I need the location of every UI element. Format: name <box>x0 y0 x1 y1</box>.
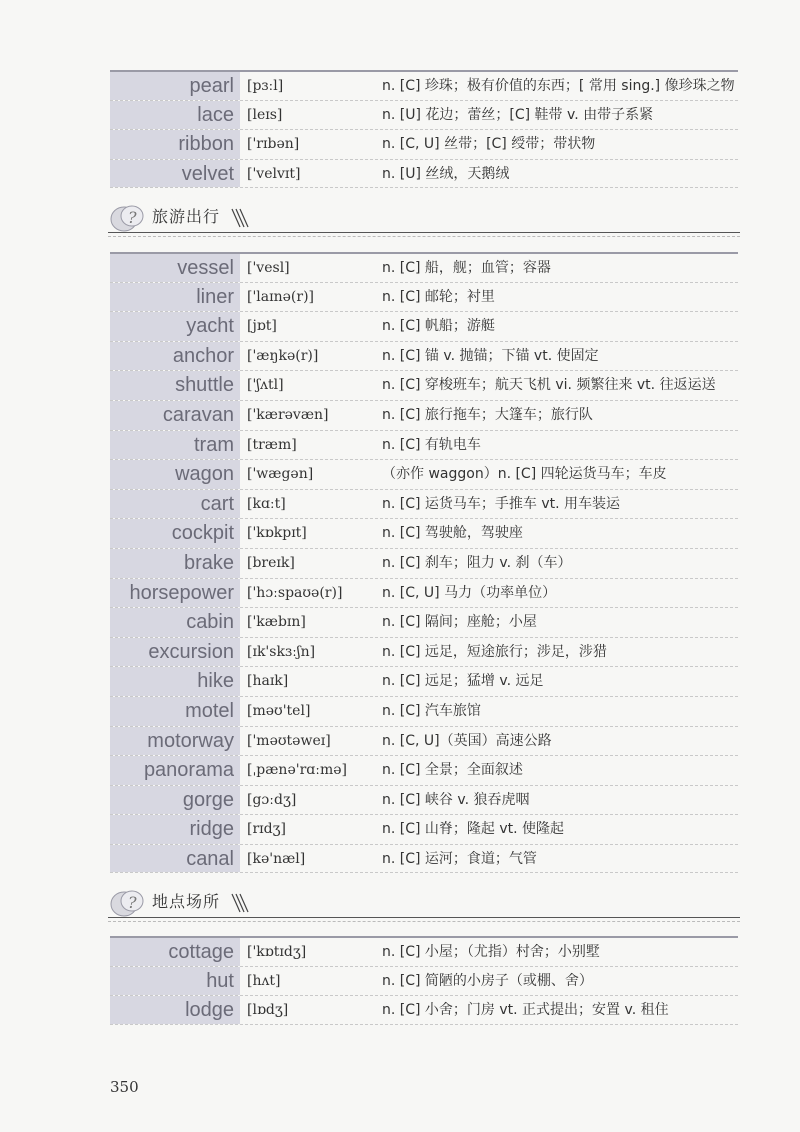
definition: （亦作 waggon）n. [C] 四轮运货马车；车皮 <box>382 466 667 483</box>
vocab-entry-row <box>110 489 738 519</box>
vocab-table-clothing <box>110 70 738 188</box>
definition: n. [C] 简陋的小房子（或棚、舍） <box>382 972 593 989</box>
phonetic: [məʊ'tel] <box>247 702 311 719</box>
section-rule-dashed <box>108 236 740 237</box>
vocab-entry-row <box>110 129 738 159</box>
phonetic: [leɪs] <box>247 106 283 123</box>
vocab-entry-row <box>110 607 738 637</box>
stripes-decoration <box>230 207 250 229</box>
phonetic: [rɪdʒ] <box>247 821 286 838</box>
phonetic: [træm] <box>247 436 297 453</box>
headword: cockpit <box>110 519 240 548</box>
vocab-entry-row <box>110 518 738 548</box>
vocab-entry-row <box>110 785 738 815</box>
definition: n. [U] 丝绒，天鹅绒 <box>382 165 510 182</box>
phonetic: ['wægən] <box>247 466 314 483</box>
vocab-entry-row <box>110 341 738 371</box>
headword: cart <box>110 490 240 519</box>
vocab-entry-row <box>110 100 738 130</box>
definition: n. [C] 汽车旅馆 <box>382 702 481 719</box>
vocab-entry-row <box>110 370 738 400</box>
vocab-entry-row <box>110 936 738 966</box>
vocab-entry-row <box>110 459 738 489</box>
stripes-decoration <box>230 892 250 914</box>
headword: tram <box>110 431 240 460</box>
svg-text:?: ? <box>128 893 137 912</box>
definition: n. [C] 小屋；（尤指）村舍；小别墅 <box>382 944 600 960</box>
headword: lace <box>110 101 240 130</box>
headword: shuttle <box>110 371 240 400</box>
phonetic: [ˌpænə'rɑːmə] <box>247 762 347 779</box>
vocab-table-travel <box>110 252 738 873</box>
phonetic: ['vesl] <box>247 260 290 276</box>
definition: n. [C] 旅行拖车；大篷车；旅行队 <box>382 406 593 423</box>
phonetic: ['kɒkpɪt] <box>247 525 307 542</box>
headword: anchor <box>110 342 240 371</box>
headword: wagon <box>110 460 240 489</box>
definition: n. [C] 运河；食道；气管 <box>382 850 537 867</box>
definition: n. [C] 隔间；座舱；小屋 <box>382 614 537 631</box>
headword: excursion <box>110 638 240 667</box>
vocab-entry-row <box>110 726 738 756</box>
headword: hut <box>110 967 240 996</box>
phonetic: ['æŋkə(r)] <box>247 347 319 364</box>
phonetic: [hʌt] <box>247 972 281 989</box>
vocab-entry-row <box>110 252 738 282</box>
vocab-entry-row <box>110 400 738 430</box>
headword: ridge <box>110 815 240 844</box>
svg-text:?: ? <box>128 208 137 227</box>
vocab-entry-row <box>110 755 738 785</box>
headword: liner <box>110 283 240 312</box>
headword: cottage <box>110 938 240 966</box>
phonetic: [kɑːt] <box>247 495 286 512</box>
vocab-entry-row <box>110 696 738 726</box>
vocab-entry-row <box>110 70 738 100</box>
vocab-entry-row <box>110 578 738 608</box>
definition: n. [C] 峡谷 v. 狼吞虎咽 <box>382 791 530 808</box>
phonetic: [kə'næl] <box>247 850 306 867</box>
headword: horsepower <box>110 579 240 608</box>
definition: n. [C] 山脊；隆起 vt. 使隆起 <box>382 821 565 838</box>
definition: n. [C] 穿梭班车；航天飞机 vi. 频繁往来 vt. 往返运送 <box>382 377 716 394</box>
vocab-entry-row <box>110 995 738 1025</box>
headword: lodge <box>110 996 240 1024</box>
phonetic: [pɜːl] <box>247 78 284 94</box>
definition: n. [C] 有轨电车 <box>382 436 481 453</box>
headword: ribbon <box>110 130 240 159</box>
definition: n. [C, U] 马力（功率单位） <box>382 584 557 601</box>
vocab-entry-row <box>110 159 738 189</box>
headword: panorama <box>110 756 240 785</box>
vocab-entry-row <box>110 637 738 667</box>
headword: caravan <box>110 401 240 430</box>
headword: gorge <box>110 786 240 815</box>
definition: n. [C] 锚 v. 抛锚；下锚 vt. 使固定 <box>382 347 599 364</box>
definition: n. [C] 远足，短途旅行；涉足，涉猎 <box>382 643 607 660</box>
vocab-entry-row <box>110 430 738 460</box>
vocab-entry-row <box>110 282 738 312</box>
headword: brake <box>110 549 240 578</box>
definition: n. [C] 船，舰；血管；容器 <box>382 260 551 276</box>
definition: n. [C] 刹车；阻力 v. 刹（车） <box>382 554 572 571</box>
headword: pearl <box>110 72 240 100</box>
headword: vessel <box>110 254 240 282</box>
phonetic: [gɔːdʒ] <box>247 791 297 808</box>
phonetic: ['kærəvæn] <box>247 406 329 423</box>
vocab-entry-row <box>110 311 738 341</box>
phonetic: ['kɒtɪdʒ] <box>247 944 307 960</box>
phonetic: [haɪk] <box>247 673 289 690</box>
phonetic: ['məʊtəweɪ] <box>247 732 331 749</box>
section-title: 旅游出行 <box>152 207 221 226</box>
headword: yacht <box>110 312 240 341</box>
vocab-entry-row <box>110 966 738 996</box>
definition: n. [C] 帆船；游艇 <box>382 318 495 335</box>
definition: n. [C, U] 丝带；[C] 绶带；带状物 <box>382 136 596 153</box>
section-header-travel <box>108 201 740 233</box>
section-rule <box>108 232 740 233</box>
definition: n. [C] 运货马车；手推车 vt. 用车装运 <box>382 495 621 512</box>
vocab-entry-row <box>110 814 738 844</box>
phonetic: [jɒt] <box>247 318 277 335</box>
definition: n. [C] 小舍；门房 vt. 正式提出；安置 v. 租住 <box>382 1002 669 1019</box>
headword: canal <box>110 845 240 873</box>
phonetic: [breɪk] <box>247 554 295 571</box>
definition: n. [C] 全景；全面叙述 <box>382 762 523 779</box>
vocab-entry-row <box>110 844 738 874</box>
speech-bubble-icon <box>108 888 152 918</box>
definition: n. [C] 珍珠；极有价值的东西；[ 常用 sing.] 像珍珠之物 <box>382 78 735 94</box>
definition: n. [U] 花边；蕾丝；[C] 鞋带 v. 由带子系紧 <box>382 106 654 123</box>
definition: n. [C] 驾驶舱，驾驶座 <box>382 525 523 542</box>
headword: cabin <box>110 608 240 637</box>
definition: n. [C, U]（英国）高速公路 <box>382 732 552 749</box>
headword: motorway <box>110 727 240 756</box>
phonetic: ['rɪbən] <box>247 136 300 153</box>
section-title: 地点场所 <box>152 892 221 911</box>
definition: n. [C] 远足；猛增 v. 远足 <box>382 673 544 690</box>
headword: hike <box>110 667 240 696</box>
definition: n. [C] 邮轮；衬里 <box>382 288 495 305</box>
page-number: 350 <box>110 1078 139 1096</box>
vocab-table-places <box>110 936 738 1025</box>
vocab-entry-row <box>110 548 738 578</box>
phonetic: ['velvɪt] <box>247 165 301 182</box>
phonetic: ['kæbɪn] <box>247 614 306 631</box>
headword: velvet <box>110 160 240 188</box>
speech-bubble-icon <box>108 203 152 233</box>
section-rule <box>108 917 740 918</box>
phonetic: ['hɔːspaʊə(r)] <box>247 584 343 601</box>
phonetic: [ɪk'skɜːʃn] <box>247 643 316 660</box>
headword: motel <box>110 697 240 726</box>
phonetic: ['laɪnə(r)] <box>247 288 314 305</box>
phonetic: [lɒdʒ] <box>247 1002 289 1019</box>
vocab-entry-row <box>110 666 738 696</box>
phonetic: ['ʃʌtl] <box>247 377 284 394</box>
section-header-places <box>108 886 740 918</box>
section-rule-dashed <box>108 921 740 922</box>
